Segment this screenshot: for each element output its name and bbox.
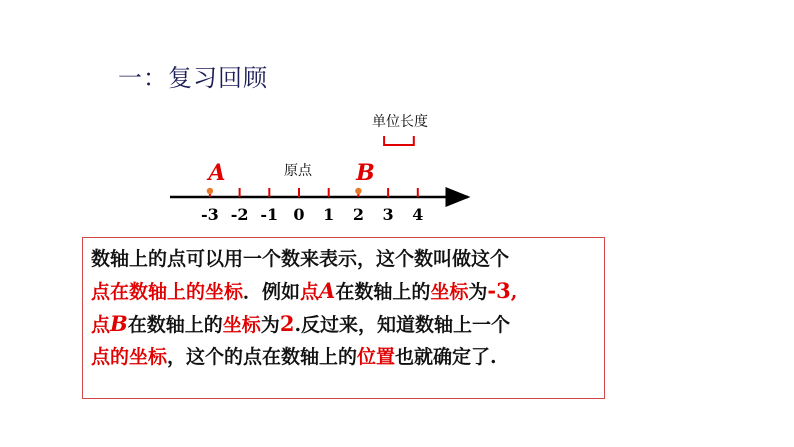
definition-line-2 (91, 275, 598, 308)
definition-line-4-text-b: ，这个的点在数轴上的 (167, 346, 358, 368)
point-b-coordinate: 2 (279, 311, 295, 336)
unit-length-label: 单位长度 (372, 114, 428, 130)
definition-line-3-text-f: .反过来，知道数轴上一个 (294, 314, 511, 336)
definition-textbox (82, 237, 605, 399)
coordinate-word-b: 坐标 (222, 314, 261, 336)
tick-label: 2 (352, 205, 364, 224)
definition-line-2-text-e: 为 (468, 281, 488, 303)
coordinate-term: 点在数轴上的坐标 (91, 281, 244, 303)
definition-line-2-text-a: ．例如 (243, 281, 301, 303)
definition-line-2-text-c: 在数轴上的 (335, 281, 431, 303)
definition-line-3-text-d: 为 (260, 314, 280, 336)
point-b-name: B (110, 311, 128, 336)
tick-label: 4 (412, 205, 424, 224)
definition-line-1 (91, 243, 598, 275)
section-title: 一：复习回顾 (118, 64, 268, 92)
tick-label: -1 (260, 205, 279, 224)
tick-label: -2 (230, 205, 249, 224)
tick-label: 3 (382, 205, 394, 224)
definition-line-3-text-b: 在数轴上的 (127, 314, 223, 336)
definition-line-4 (91, 341, 598, 373)
point-a-label: A (208, 160, 226, 186)
point-coordinate-term: 点的坐标 (91, 346, 168, 368)
point-a-coordinate: -3 (487, 278, 511, 303)
origin-label: 原点 (284, 163, 312, 179)
definition-line-1-text: 数轴上的点可以用一个数来表示，这个数叫做这个 (91, 248, 510, 270)
point-a-name: A (319, 278, 336, 303)
definition-line-3 (91, 308, 598, 341)
point-b-label: B (356, 160, 375, 186)
tick-label: 1 (323, 205, 335, 224)
point-word-a: 点 (300, 281, 320, 303)
definition-line-4-text-d: 也就确定了. (395, 346, 497, 368)
position-term: 位置 (357, 346, 396, 368)
unit-length-bracket (384, 136, 414, 145)
coordinate-word-a: 坐标 (430, 281, 469, 303)
tick-label: 0 (293, 205, 305, 224)
point-a-dot (207, 188, 213, 194)
point-b-dot (355, 188, 361, 194)
tick-label: -3 (201, 205, 219, 224)
point-word-b: 点 (91, 314, 111, 336)
definition-line-2-comma: , (510, 281, 518, 303)
